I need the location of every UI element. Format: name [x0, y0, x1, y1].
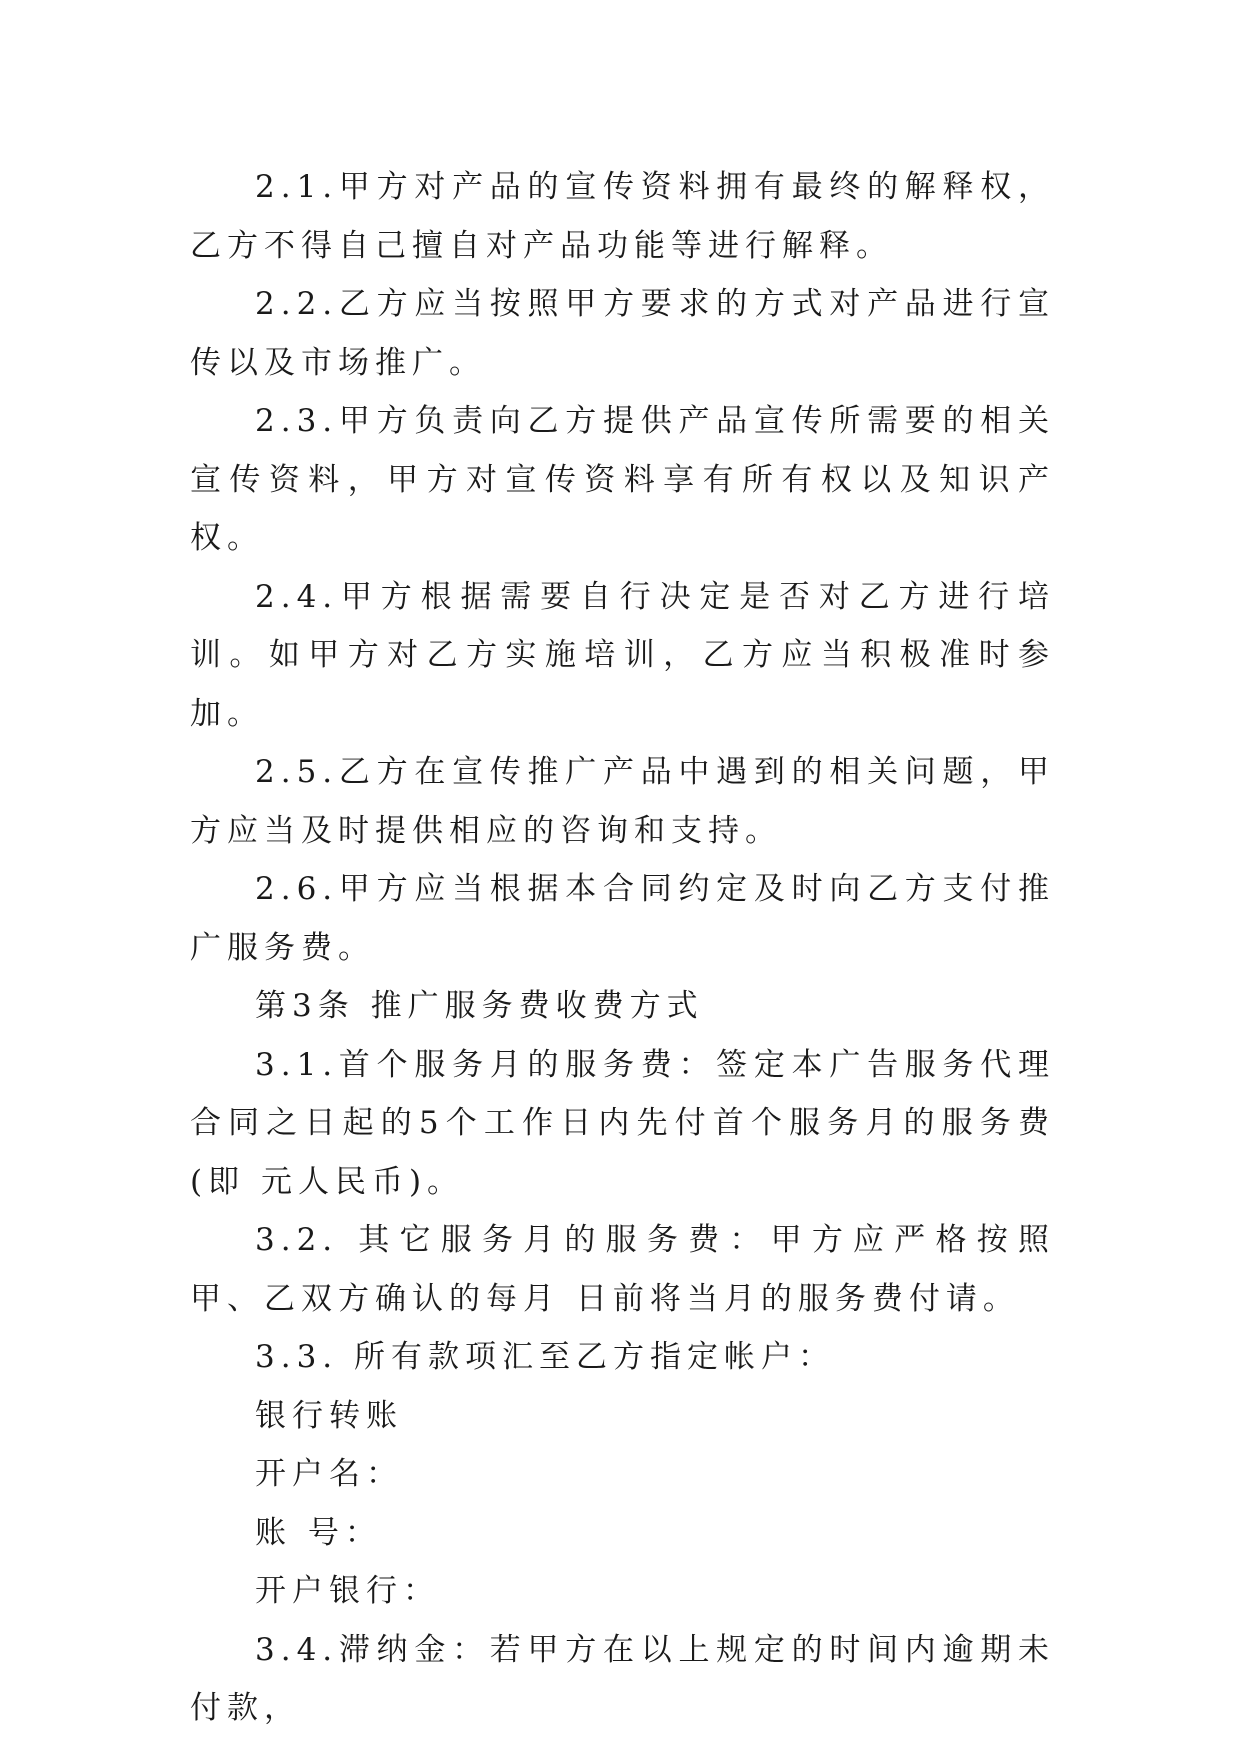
account-number-label: 账 号： [255, 1514, 382, 1551]
clause-2-1: 2.1.甲方对产品的宣传资料拥有最终的解释权，乙方不得自己擅自对产品功能等进行解释。 [190, 169, 1055, 264]
clause-3-3: 3.3. 所有款项汇至乙方指定帐户： [255, 1339, 836, 1375]
clause-3-1: 3.1.首个服务月的服务费：签定本广告服务代理合同之日起的5个工作日内先付首个服务月的服务费(即 元人民币)。 [190, 1046, 1055, 1200]
document-body [190, 158, 1055, 1738]
clause-3-2: 3.2. 其它服务月的服务费：甲方应严格按照甲、乙双方确认的每月 日前将当月的服务费付请。 [190, 1222, 1055, 1317]
clause-2-4: 2.4.甲方根据需要自行决定是否对乙方进行培训。如甲方对乙方实施培训，乙方应当积极准时参加。 [190, 578, 1055, 732]
account-name-label: 开户名： [255, 1456, 403, 1492]
clause-2-6: 2.6.甲方应当根据本合同约定及时向乙方支付推广服务费。 [190, 871, 1055, 966]
clause-2-5: 2.5.乙方在宣传推广产品中遇到的相关问题，甲方应当及时提供相应的咨询和支持。 [190, 754, 1055, 849]
article-3-heading: 第3条 推广服务费收费方式 [255, 988, 704, 1024]
clause-3-4: 3.4.滞纳金：若甲方在以上规定的时间内逾期未付款， [190, 1631, 1055, 1726]
bank-transfer-label: 银行转账 [255, 1397, 403, 1434]
bank-name-label: 开户银行： [255, 1573, 440, 1609]
clause-2-2: 2.2.乙方应当按照甲方要求的方式对产品进行宣传以及市场推广。 [190, 286, 1055, 381]
clause-2-3: 2.3.甲方负责向乙方提供产品宣传所需要的相关宣传资料，甲方对宣传资料享有所有权以及知识产权。 [190, 403, 1055, 556]
